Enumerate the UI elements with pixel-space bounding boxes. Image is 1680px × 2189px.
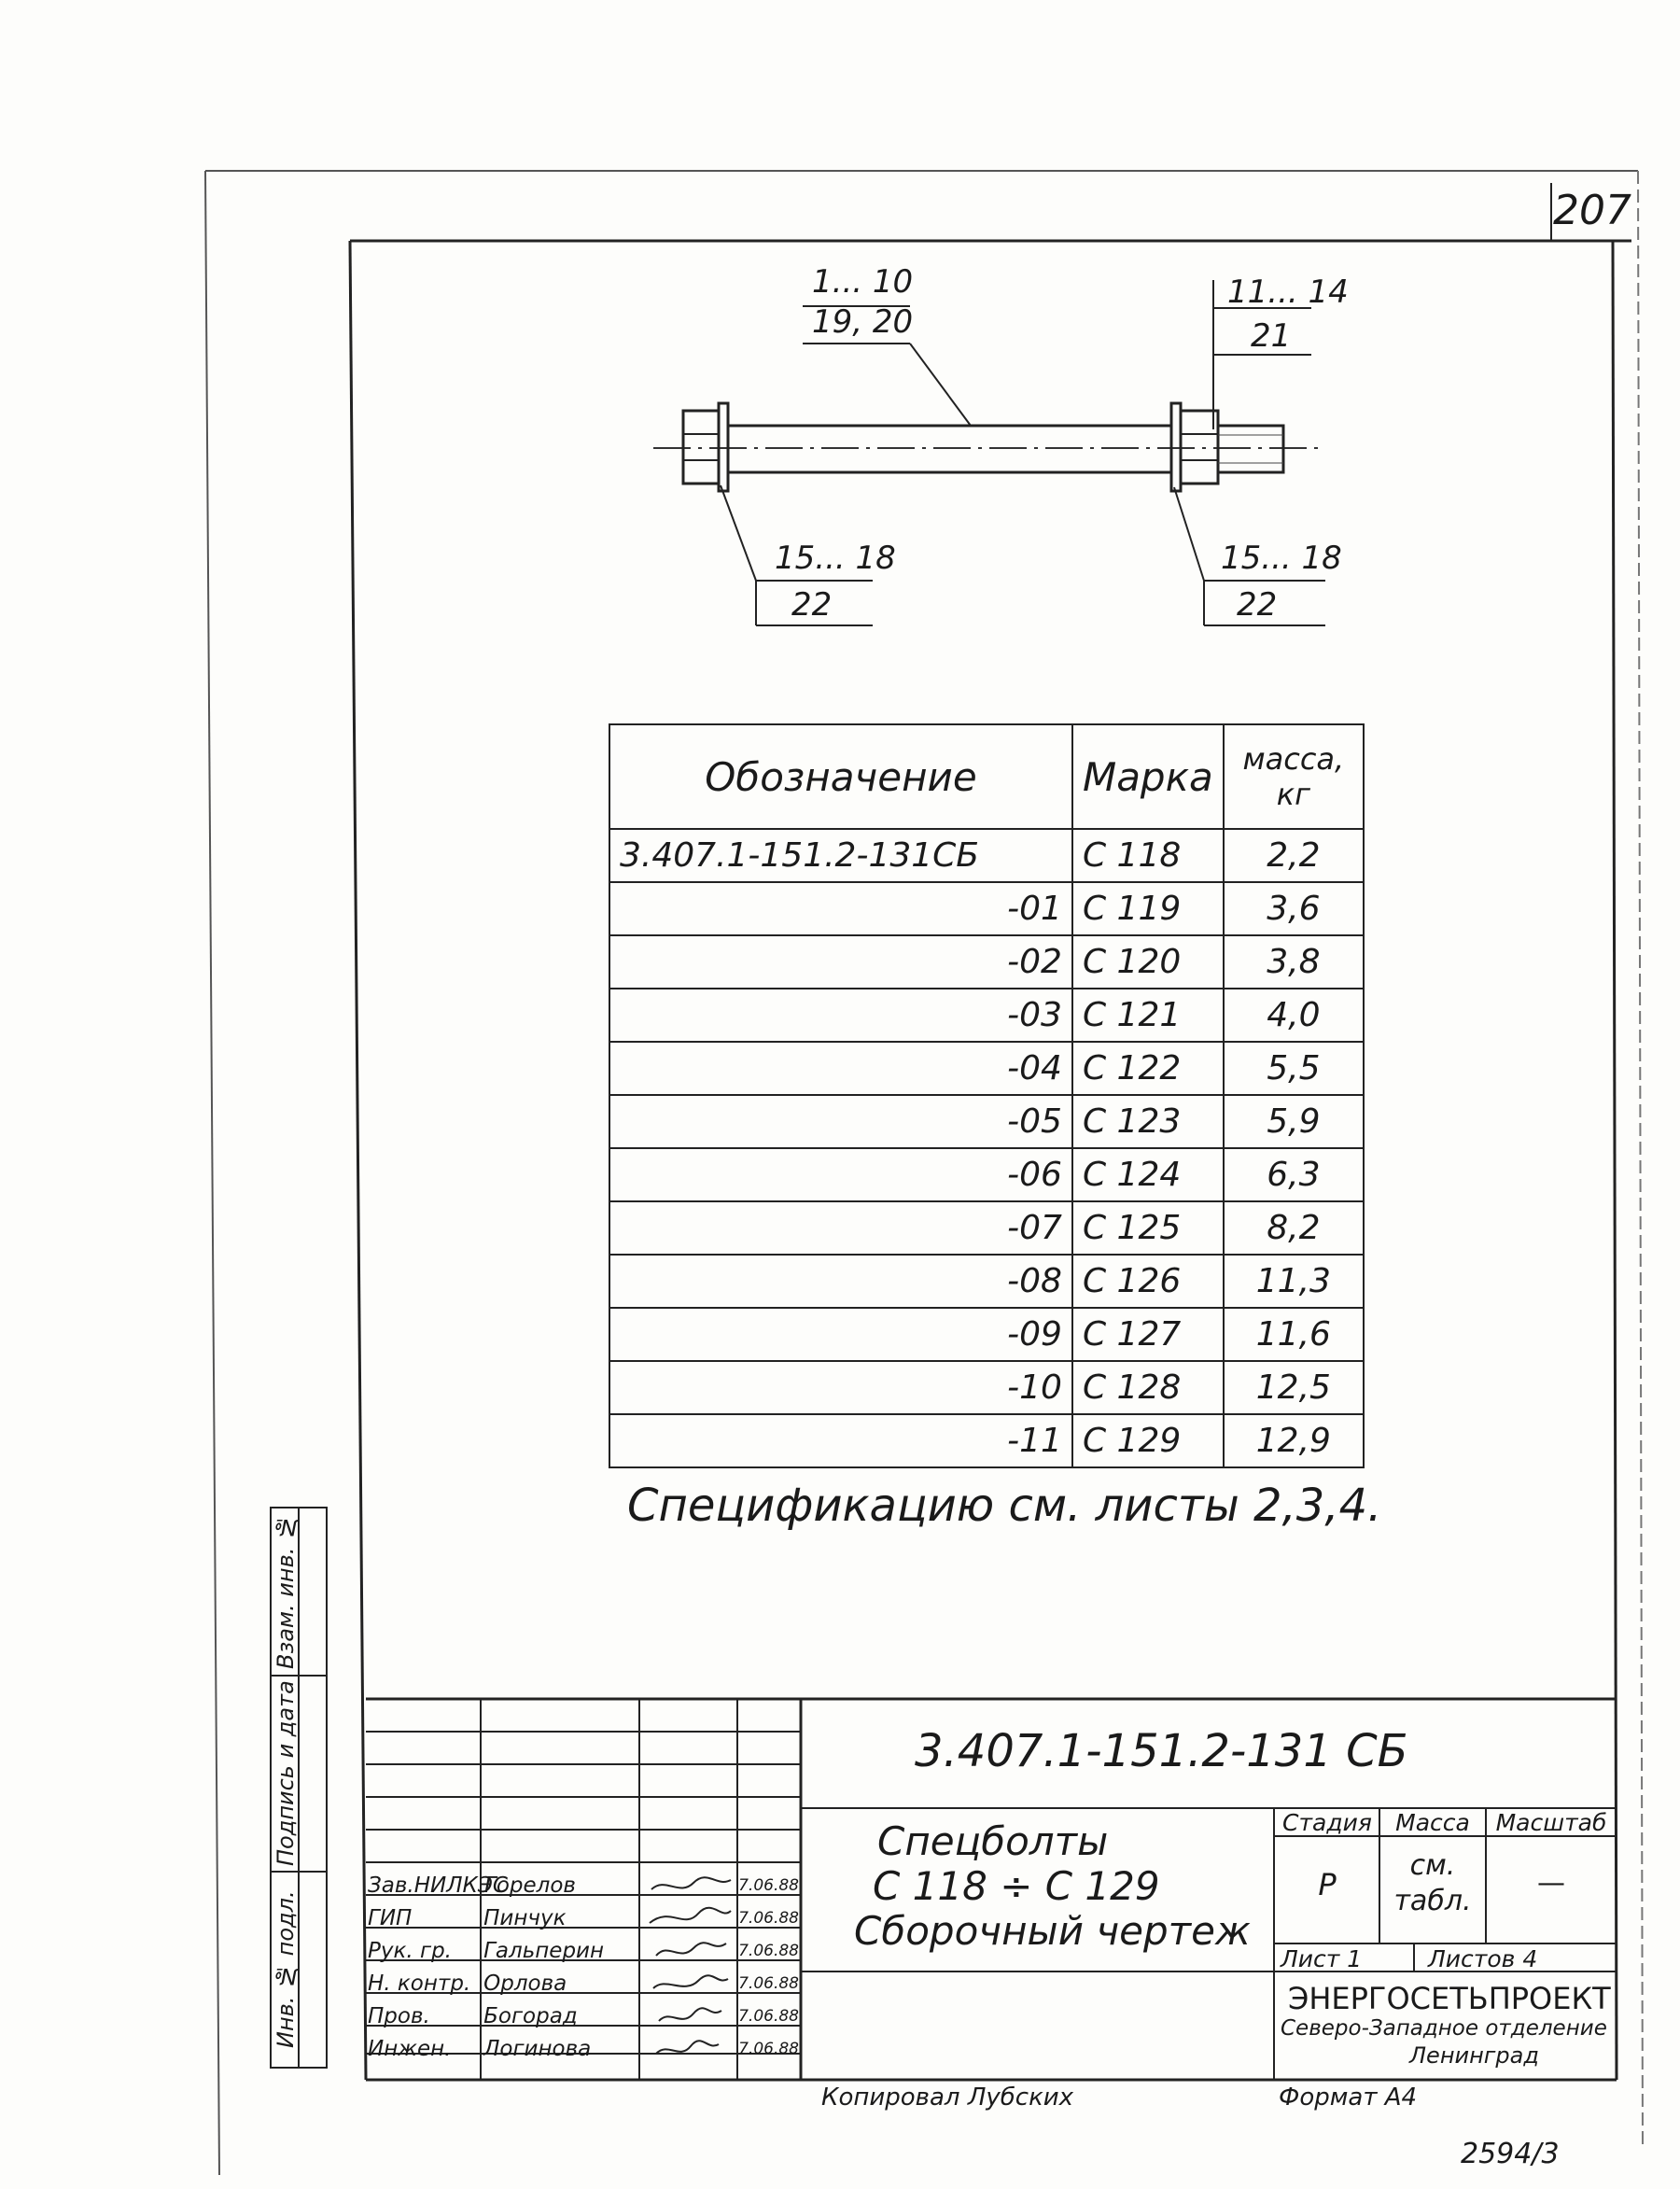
- callout-bottom-left-2: 22: [791, 586, 833, 624]
- title-line-1: Спецболты: [877, 1818, 1109, 1864]
- row-mass: 3,6: [1224, 882, 1364, 935]
- callout-top-left-1: 1... 10: [812, 263, 914, 301]
- row-mark: С 124: [1072, 1148, 1224, 1201]
- side-label-interchange: Взам. инв. №: [273, 1514, 299, 1669]
- document-code: 3.407.1-151.2-131 СБ: [915, 1725, 1408, 1777]
- callout-bottom-right-2: 22: [1237, 586, 1278, 624]
- format-label: Формат А4: [1279, 2084, 1418, 2112]
- signer-date: 7.06.88: [738, 2006, 799, 2026]
- row-mass: 12,5: [1224, 1361, 1364, 1414]
- signer-role: Рук. гр.: [368, 1938, 452, 1963]
- table-row: [609, 1095, 1364, 1148]
- signer-role: Зав.НИЛКЭС: [368, 1873, 508, 1898]
- row-mass: 6,3: [1224, 1148, 1364, 1201]
- specification-note: Спецификацию см. листы 2,3,4.: [627, 1480, 1382, 1532]
- row-mass: 11,6: [1224, 1308, 1364, 1361]
- table-row: [609, 1201, 1364, 1255]
- row-mass: 5,5: [1224, 1042, 1364, 1095]
- signer-date: 7.06.88: [738, 1908, 799, 1928]
- signer-name: Горелов: [484, 1873, 576, 1898]
- mass-label: Масса: [1395, 1809, 1470, 1836]
- callout-top-left-2: 19, 20: [812, 303, 914, 341]
- side-label-inventory: Инв. № подл.: [273, 1890, 299, 2049]
- row-mass: 8,2: [1224, 1201, 1364, 1255]
- row-designation: 3.407.1-151.2-131СБ: [609, 829, 1072, 882]
- row-mass: 11,3: [1224, 1255, 1364, 1308]
- signer-name: Богорад: [483, 2003, 578, 2028]
- header-mark: Марка: [1072, 724, 1224, 829]
- scale-label: Масштаб: [1495, 1809, 1607, 1836]
- table-row: [609, 1042, 1364, 1095]
- table-row: [609, 1361, 1364, 1414]
- row-mark: С 126: [1072, 1255, 1224, 1308]
- row-mark: С 122: [1072, 1042, 1224, 1095]
- side-label-signature: Подпись и дата: [273, 1680, 299, 1867]
- row-designation: -04: [609, 1042, 1072, 1095]
- signer-date: 7.06.88: [738, 1941, 799, 1960]
- row-mark: С 127: [1072, 1308, 1224, 1361]
- row-designation: -06: [609, 1148, 1072, 1201]
- table-row: [609, 1255, 1364, 1308]
- row-mass: 4,0: [1224, 989, 1364, 1042]
- row-mark: С 120: [1072, 935, 1224, 989]
- row-designation: -01: [609, 882, 1072, 935]
- table-row: [609, 829, 1364, 882]
- signer-role: Пров.: [368, 2003, 430, 2028]
- row-mark: С 118: [1072, 829, 1224, 882]
- callout-bottom-left-1: 15... 18: [775, 540, 896, 577]
- table-row: [609, 935, 1364, 989]
- row-designation: -02: [609, 935, 1072, 989]
- archive-stamp: 2594/3: [1461, 2138, 1560, 2170]
- organization-city: Ленинград: [1409, 2042, 1539, 2069]
- row-mark: С 119: [1072, 882, 1224, 935]
- signer-name: Логинова: [483, 2036, 592, 2061]
- row-designation: -03: [609, 989, 1072, 1042]
- stage-value: Р: [1318, 1867, 1337, 1902]
- row-designation: -08: [609, 1255, 1072, 1308]
- table-row: [609, 1148, 1364, 1201]
- signer-role: Н. контр.: [368, 1971, 471, 1996]
- table-row: [609, 882, 1364, 935]
- row-mass: 2,2: [1224, 829, 1364, 882]
- signer-date: 7.06.88: [738, 1973, 799, 1993]
- table-row: [609, 989, 1364, 1042]
- sheet-number: 207: [1553, 187, 1631, 234]
- organization-name: ЭНЕРГОСЕТЬПРОЕКТ: [1288, 1981, 1611, 2016]
- header-mass: масса, кг: [1224, 724, 1364, 829]
- row-mark: С 125: [1072, 1201, 1224, 1255]
- row-designation: -09: [609, 1308, 1072, 1361]
- row-mark: С 121: [1072, 989, 1224, 1042]
- scale-value: —: [1537, 1867, 1565, 1900]
- mass-value: см. табл.: [1393, 1849, 1472, 1917]
- row-mark: С 123: [1072, 1095, 1224, 1148]
- stage-label: Стадия: [1282, 1809, 1372, 1836]
- row-designation: -05: [609, 1095, 1072, 1148]
- row-mass: 12,9: [1224, 1414, 1364, 1467]
- callout-top-right-1: 11... 14: [1227, 274, 1349, 311]
- sheet-label: Лист 1: [1281, 1945, 1363, 1972]
- table-row: [609, 1414, 1364, 1467]
- copied-by: Копировал Лубских: [821, 2084, 1074, 2112]
- row-mark: С 128: [1072, 1361, 1224, 1414]
- row-designation: -07: [609, 1201, 1072, 1255]
- callout-bottom-right-1: 15... 18: [1221, 540, 1342, 577]
- organization-branch: Северо-Западное отделение: [1281, 2016, 1607, 2041]
- handwritten-signatures: [642, 1869, 735, 2070]
- signer-name: Пинчук: [483, 1905, 567, 1930]
- row-designation: -11: [609, 1414, 1072, 1467]
- title-line-3: Сборочный чертеж: [854, 1908, 1251, 1954]
- table-row: [609, 1308, 1364, 1361]
- signer-name: Орлова: [483, 1971, 567, 1996]
- sheets-label: Листов 4: [1428, 1945, 1538, 1972]
- row-mass: 3,8: [1224, 935, 1364, 989]
- row-mass: 5,9: [1224, 1095, 1364, 1148]
- row-designation: -10: [609, 1361, 1072, 1414]
- bolt-drawing: [653, 403, 1323, 491]
- signer-name: Гальперин: [483, 1938, 605, 1963]
- marks-table: [609, 723, 1365, 1468]
- title-line-2: С 118 ÷ С 129: [873, 1863, 1160, 1909]
- callout-top-right-2: 21: [1251, 317, 1292, 355]
- signer-role: ГИП: [368, 1905, 413, 1930]
- row-mark: С 129: [1072, 1414, 1224, 1467]
- header-designation: Обозначение: [609, 724, 1072, 829]
- signer-date: 7.06.88: [738, 1875, 799, 1895]
- signer-date: 7.06.88: [738, 2039, 799, 2058]
- signer-role: Инжен.: [368, 2036, 452, 2061]
